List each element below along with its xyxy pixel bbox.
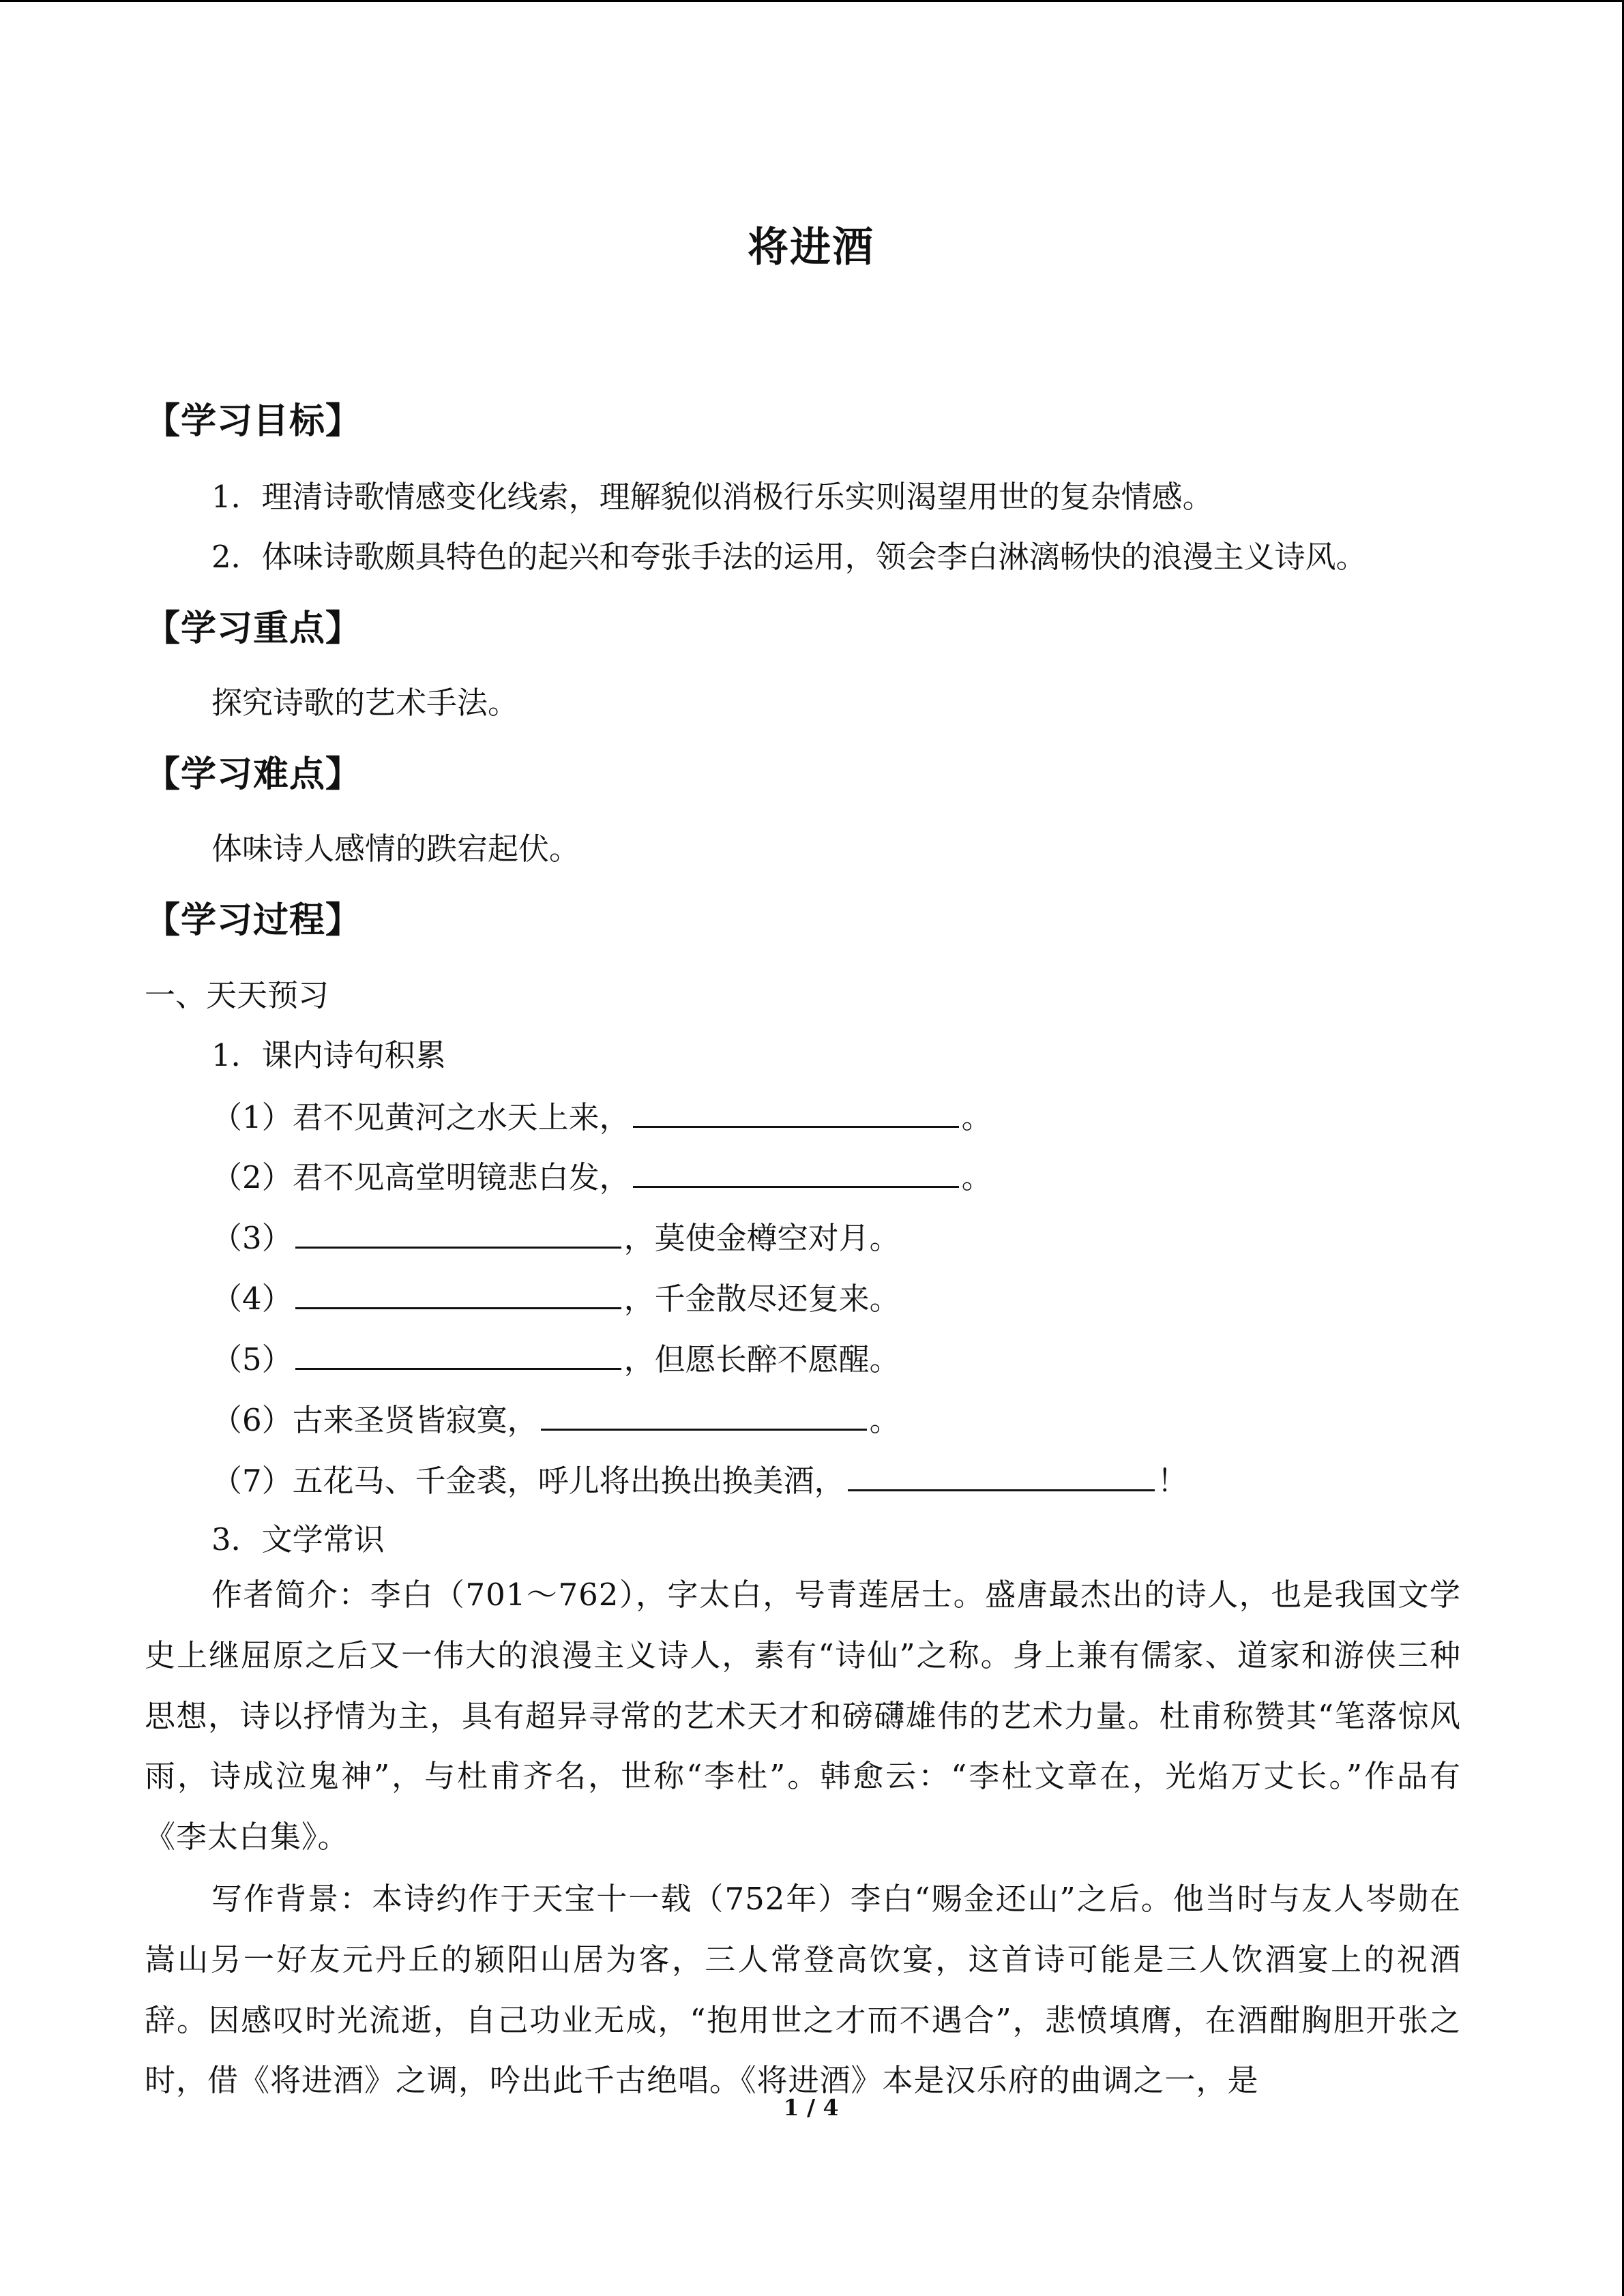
background-paragraph: 写作背景：本诗约作于天宝十一载（752年）李白“赐金还山”之后。他当时与友人岑勋在嵩山另一好友元丹丘的颍阳山居为客，三人常登高饮宴，这首诗可能是三人饮酒宴上的祝酒辞。因感叹时光流逝，自己功业无成，“抱用世之才而不遇合”，悲愤填膺，在酒酣胸胆开张之时，借《将进酒》之调，吟出此千古绝唱。《将进酒》本是汉乐府的曲调之一，是 — [145, 1881, 1461, 2099]
heading-key-points: 【学习重点】 — [145, 608, 362, 649]
page-title: 将进酒 — [748, 224, 874, 271]
heading-process: 【学习过程】 — [145, 899, 362, 941]
part-heading-preview: 一、天天预习 — [145, 977, 329, 1013]
author-intro-paragraph: 作者简介：李白（701～762），字太白，号青莲居士。盛唐最杰出的诗人，也是我国文学史上继屈原之后又一伟大的浪漫主义诗人，素有“诗仙”之称。身上兼有儒家、道家和游侠三种思想，诗以抒情为主，具有超异寻常的艺术天才和磅礴雄伟的艺术力量。杜甫称赞其“笔落惊风雨，诗成泣鬼神”，与杜甫齐名，世称“李杜”。韩愈云：“李杜文章在，光焰万丈长。”作品有《李太白集》。 — [145, 1577, 1461, 1855]
answer-blank[interactable] — [295, 1338, 621, 1370]
fill-item-suffix: ，但愿长醉不愿醒。 — [623, 1341, 900, 1377]
fill-item-suffix: ！ — [1157, 1463, 1188, 1499]
fill-item-suffix: 。 — [961, 1159, 992, 1195]
answer-blank[interactable] — [541, 1399, 867, 1431]
page-number: 1 / 4 — [783, 2094, 839, 2121]
answer-blank[interactable] — [633, 1156, 959, 1188]
answer-blank[interactable] — [848, 1459, 1155, 1491]
difficulties-text: 体味诗人感情的跌宕起伏。 — [211, 831, 580, 867]
objective-item-1: 1．理清诗歌情感变化线索，理解貌似消极行乐实则渴望用世的复杂情感。 — [211, 479, 1213, 515]
key-points-text: 探究诗歌的艺术手法。 — [211, 685, 519, 721]
fill-item-suffix: 。 — [961, 1099, 992, 1135]
answer-blank[interactable] — [295, 1217, 621, 1249]
heading-difficulties: 【学习难点】 — [145, 754, 362, 795]
fill-item-suffix: ，千金散尽还复来。 — [623, 1281, 900, 1317]
answer-blank[interactable] — [633, 1096, 959, 1128]
fill-item-suffix: 。 — [869, 1402, 900, 1438]
heading-objectives: 【学习目标】 — [145, 400, 362, 442]
sub-heading-poem-lines: 1．课内诗句积累 — [211, 1037, 446, 1073]
fill-item-7 — [211, 1459, 1188, 1502]
fill-item-5 — [211, 1338, 900, 1380]
fill-item-prefix: （3） — [211, 1220, 293, 1256]
fill-item-prefix: （1）君不见黄河之水天上来， — [211, 1099, 630, 1135]
fill-item-prefix: （2）君不见高堂明镜悲白发， — [211, 1159, 630, 1195]
fill-item-prefix: （4） — [211, 1281, 293, 1317]
fill-item-1 — [211, 1096, 992, 1138]
fill-item-2 — [211, 1156, 992, 1198]
fill-item-6 — [211, 1399, 900, 1441]
fill-item-prefix: （5） — [211, 1341, 293, 1377]
fill-item-prefix: （6）古来圣贤皆寂寞， — [211, 1402, 538, 1438]
fill-item-prefix: （7）五花马、千金裘，呼儿将出换出换美酒， — [211, 1463, 845, 1499]
fill-item-suffix: ，莫使金樽空对月。 — [623, 1220, 900, 1256]
sub-heading-literary-knowledge: 3．文学常识 — [211, 1521, 385, 1557]
fill-item-3 — [211, 1217, 900, 1259]
answer-blank[interactable] — [295, 1277, 621, 1309]
objective-item-2: 2．体味诗歌颇具特色的起兴和夸张手法的运用，领会李白淋漓畅快的浪漫主义诗风。 — [211, 539, 1367, 575]
fill-item-4 — [211, 1277, 900, 1320]
